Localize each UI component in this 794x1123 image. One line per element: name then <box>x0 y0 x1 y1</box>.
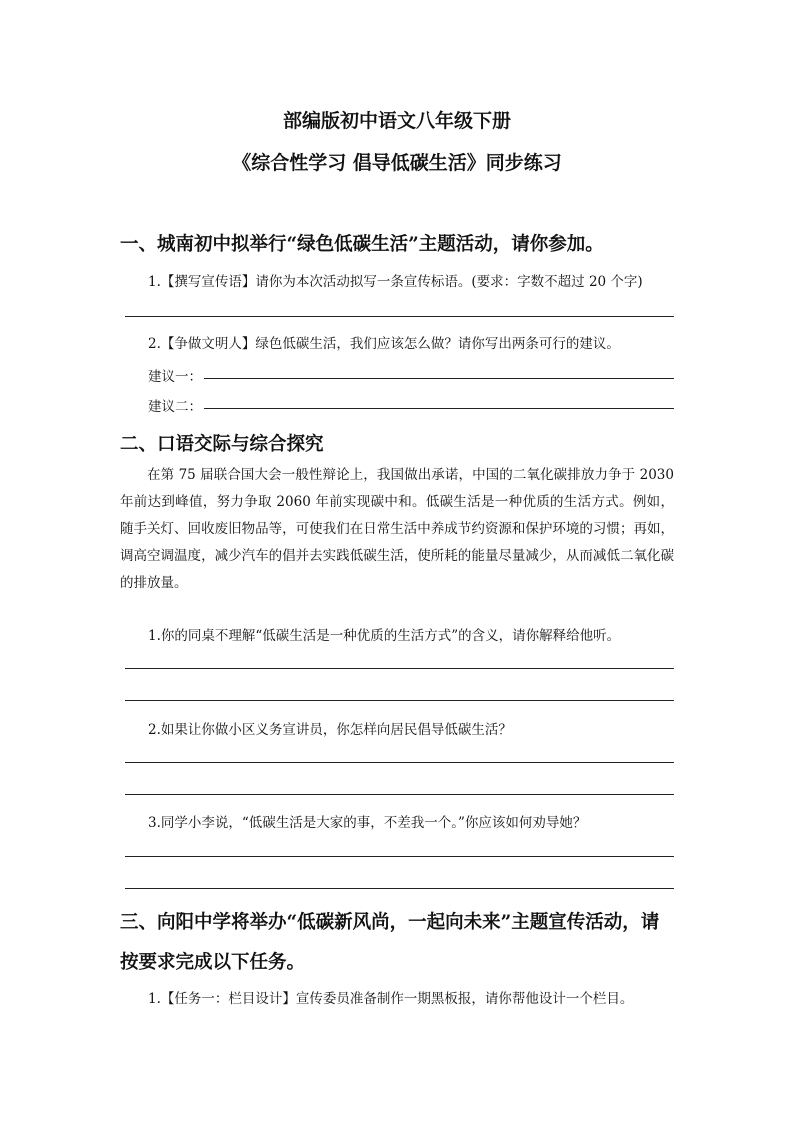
section-1-heading: 一、城南初中拟举行“绿色低碳生活”主题活动，请你参加。 <box>120 234 604 255</box>
section-2-heading: 二、口语交际与综合探究 <box>120 434 324 455</box>
section-1-question-2: 2.【争做文明人】绿色低碳生活，我们应该怎么做？请你写出两条可行的建议。 <box>148 336 620 352</box>
answer-line[interactable] <box>125 316 674 317</box>
section-3-heading: 三、向阳中学将举办“低碳新风尚，一起向未来”主题宣传活动，请 <box>120 912 660 933</box>
answer-line[interactable] <box>125 700 674 701</box>
section-2-question-1: 1.你的同桌不理解“低碳生活是一种优质的生活方式”的含义，请你解释给他听。 <box>148 628 621 644</box>
document-subtitle: 《综合性学习 倡导低碳生活》同步练习 <box>232 152 562 174</box>
document-title: 部编版初中语文八年级下册 <box>282 110 511 132</box>
section-2-question-3: 3.同学小李说，“低碳生活是大家的事，不差我一个。”你应该如何劝导她？ <box>148 815 587 831</box>
section-3-heading-cont: 按要求完成以下任务。 <box>120 952 306 973</box>
section-2-question-2: 2.如果让你做小区义务宣讲员，你怎样向居民倡导低碳生活？ <box>148 722 512 738</box>
answer-line[interactable] <box>125 856 674 857</box>
section-2-paragraph: 在第 75 届联合国大会一般性辩论上，我国做出承诺，中国的二氧化碳排放力争于 2030 年前达到峰值，努力争取 2060 年前实现碳中和。低碳生活是一种优质的生活方式。例如，随手关灯、回收废旧物品等，可使我们在日常生活中养成节约资源和保护环境的习惯；再如，调高空调温度，减少汽车的倡并去实践低碳生活，使所耗的能量尽量减少，从而减低二氧化碳的排放量。 <box>120 467 674 591</box>
section-3-question-1: 1.【任务一：栏目设计】宣传委员准备制作一期黑板报，请你帮他设计一个栏目。 <box>148 991 634 1007</box>
suggestion-1-label: 建议一： <box>148 369 202 385</box>
section-1-question-1: 1.【撰写宣传语】请你为本次活动拟写一条宣传标语。(要求：字数不超过 20 个字) <box>148 274 643 290</box>
answer-line[interactable] <box>125 794 674 795</box>
suggestion-2-label: 建议二： <box>148 399 202 415</box>
suggestion-1-line[interactable] <box>204 378 674 379</box>
answer-line[interactable] <box>125 888 674 889</box>
answer-line[interactable] <box>125 668 674 669</box>
answer-line[interactable] <box>125 762 674 763</box>
suggestion-2-line[interactable] <box>204 408 674 409</box>
